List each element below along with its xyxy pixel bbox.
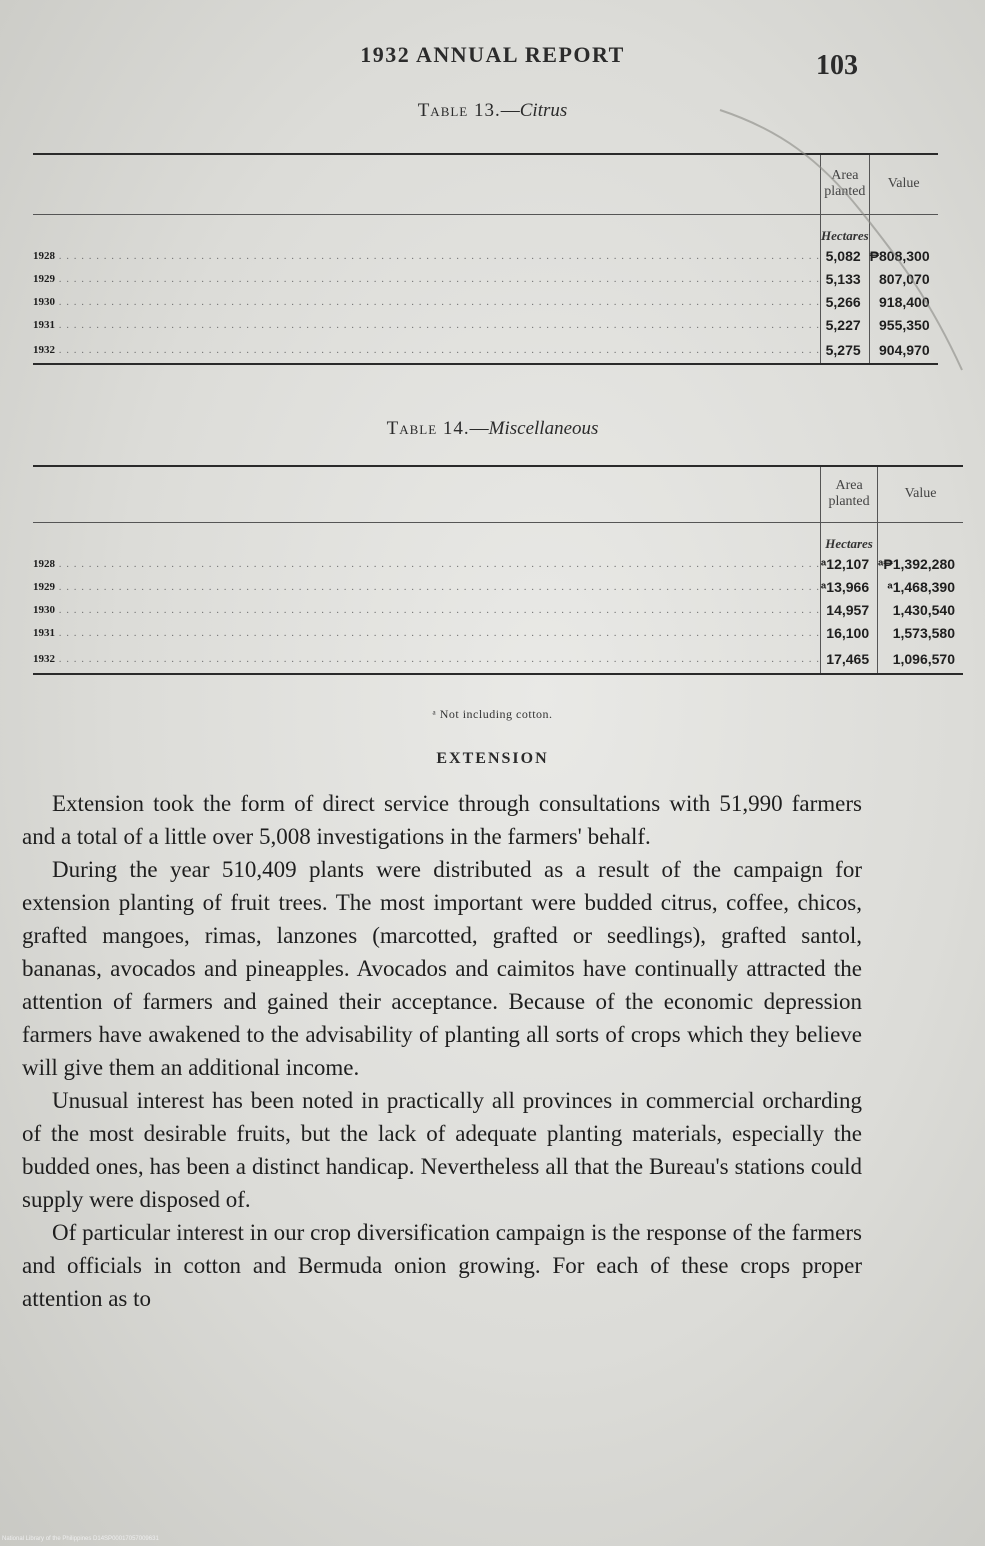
table-14	[33, 465, 963, 675]
table-13-unit: Hectares	[821, 214, 870, 244]
table-14-subject: Miscellaneous	[488, 418, 599, 439]
table-14-value: ᵃ₱1,392,280	[878, 552, 963, 575]
table-14-header-row	[33, 466, 963, 522]
table-13-area: 5,082	[821, 244, 870, 267]
table-14-year: 1928 . . .	[33, 552, 821, 575]
table-13-year: 1930 . . .	[33, 290, 821, 313]
table-14-year: 1932 . . .	[33, 644, 821, 674]
table-14-area: ᵃ13,966	[821, 575, 878, 598]
table-13-area: 5,275	[821, 336, 870, 364]
section-heading: EXTENSION	[436, 750, 549, 767]
table-14-value: ᵃ1,468,390	[878, 575, 963, 598]
paragraph: During the year 510,409 plants were distributed as a result of the campaign for extension planting of fruit trees. The most important were budded citrus, coffee, chicos, grafted mangoes, rimas, lanzones (marcotted, grafted or seedlings), grafted santol, bananas, avocados and pineapples. Avocados and caimitos have continually attracted the attention of farmers and gained their acceptance. Because of the economic depression farmers have awakened to the advisability of planting all sorts of crops which they believe will give them an additional income.	[22, 857, 862, 1080]
table-14-footnote: ᵃ Not including cotton.	[432, 707, 553, 721]
table-14-unit-row	[33, 522, 963, 552]
table-14-label: Table 14.	[386, 418, 470, 439]
table-14-col-area: Area planted	[821, 466, 878, 522]
table-13	[33, 153, 938, 365]
table-14-value: 1,573,580	[878, 621, 963, 644]
table-14-area: 17,465	[821, 644, 878, 674]
table-row	[33, 244, 938, 267]
table-14-value: 1,096,570	[878, 644, 963, 674]
table-row	[33, 336, 938, 364]
table-13-year: 1929 . . .	[33, 267, 821, 290]
table-13-area: 5,133	[821, 267, 870, 290]
table-row	[33, 644, 963, 674]
table-13-value: 904,970	[869, 336, 937, 364]
paragraph: Unusual interest has been noted in practically all provinces in commercial orcharding of the most desirable fruits, but the lack of adequate planting materials, especially the budded ones, has been a distinct handicap. Nevertheless all that the Bureau's stations could supply were disposed of.	[22, 1088, 862, 1212]
table-14-area: ᵃ12,107	[821, 552, 878, 575]
table-13-col-value: Value	[869, 154, 937, 214]
table-13-label: Table 13.	[417, 100, 501, 121]
running-head: 1932 ANNUAL REPORT	[360, 42, 625, 67]
table-14-col-value: Value	[878, 466, 963, 522]
table-row	[33, 290, 938, 313]
table-row	[33, 598, 963, 621]
table-row	[33, 575, 963, 598]
table-13-value: 807,070	[869, 267, 937, 290]
page-number: 103	[816, 50, 858, 81]
table-row	[33, 267, 938, 290]
table-14-year: 1931 . . .	[33, 621, 821, 644]
table-13-value: ₱808,300	[869, 244, 937, 267]
table-13-subject: Citrus	[519, 100, 568, 121]
table-13-year: 1928 . . .	[33, 244, 821, 267]
table-14-unit: Hectares	[821, 522, 878, 552]
table-13-value: 955,350	[869, 313, 937, 336]
table-13-year: 1932 . . .	[33, 336, 821, 364]
table-14-title: Table 14.—Miscellaneous	[386, 418, 599, 439]
table-13-title: Table 13.—Citrus	[417, 100, 568, 121]
table-14-area: 14,957	[821, 598, 878, 621]
table-13-header-row	[33, 154, 938, 214]
paragraph: Of particular interest in our crop diversification campaign is the response of the farmers and officials in cotton and Bermuda onion growing. For each of these crops proper attention as to	[22, 1220, 862, 1311]
table-13-area: 5,266	[821, 290, 870, 313]
table-14-area: 16,100	[821, 621, 878, 644]
table-13-area: 5,227	[821, 313, 870, 336]
table-13-unit-row	[33, 214, 938, 244]
table-row	[33, 621, 963, 644]
table-13-year: 1931 . . .	[33, 313, 821, 336]
table-14-value: 1,430,540	[878, 598, 963, 621]
table-row	[33, 552, 963, 575]
paragraph: Extension took the form of direct service through consultations with 51,990 farmers and a total of a little over 5,008 investigations in the farmers' behalf.	[22, 791, 862, 849]
table-13-value: 918,400	[869, 290, 937, 313]
table-13-col-area: Area planted	[821, 154, 870, 214]
section-body	[22, 787, 862, 1315]
table-14-year: 1929 . . .	[33, 575, 821, 598]
table-14-year: 1930 . . .	[33, 598, 821, 621]
table-row	[33, 313, 938, 336]
scan-stamp: National Library of the Philippines D14SP00017057009631	[2, 1536, 159, 1542]
